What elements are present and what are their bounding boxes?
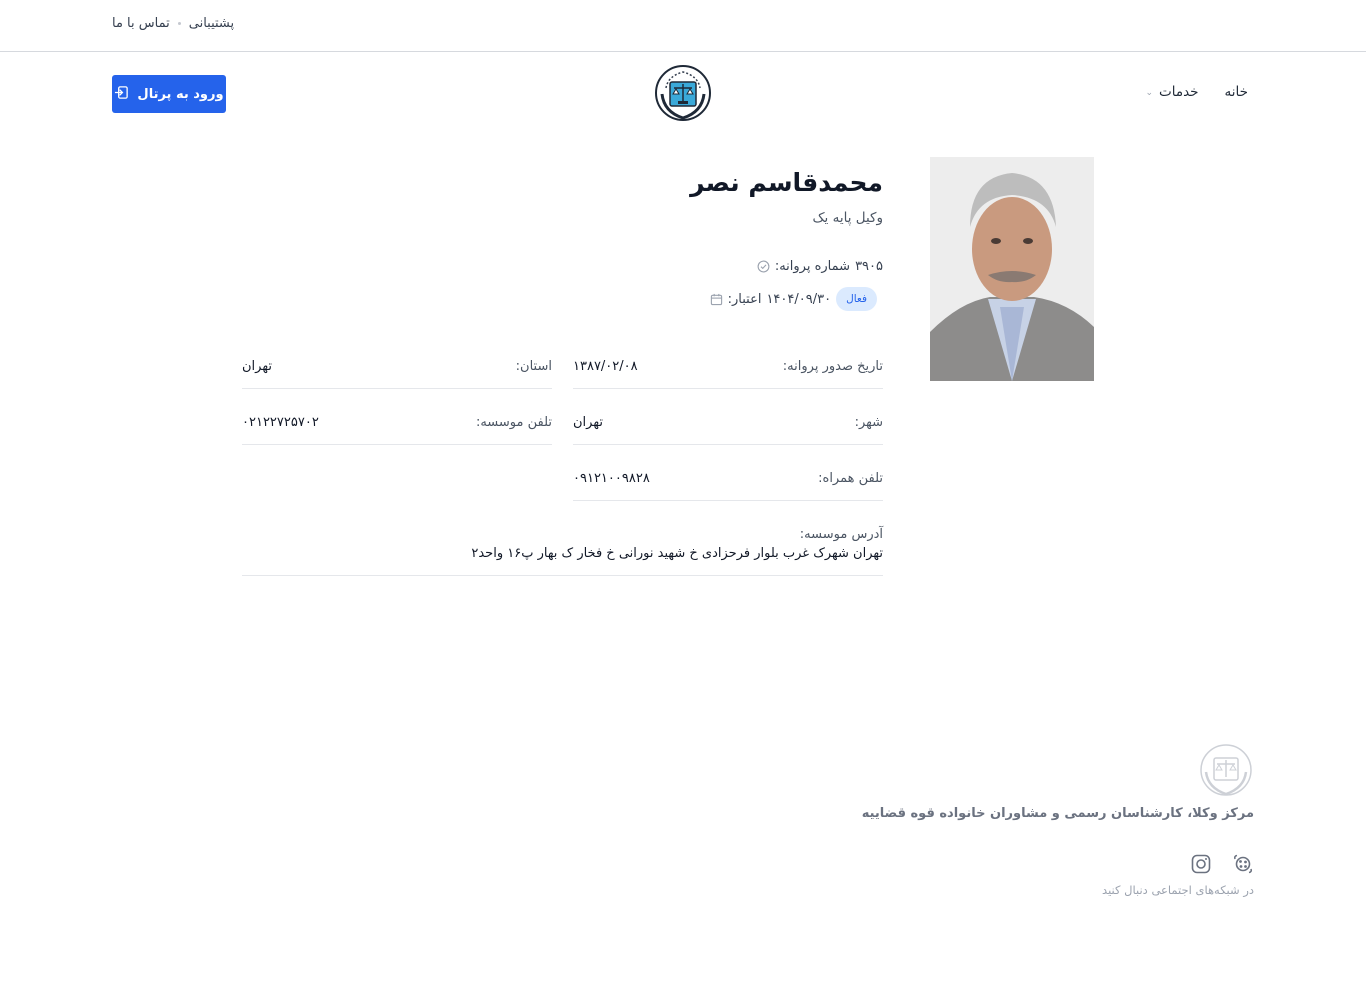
- footer-title: مرکز وکلا، کارشناسان رسمی و مشاوران خانواده قوه قضاییه: [861, 806, 1254, 821]
- support-link[interactable]: پشتیبانی: [188, 16, 235, 31]
- address-value: تهران شهرک غرب بلوار فرحزادی خ شهید نورانی خ فخار ک بهار پ۱۶ واحد۲: [471, 546, 883, 561]
- status-badge: فعال: [836, 287, 877, 311]
- validity-label: اعتبار:: [727, 291, 762, 307]
- city-value: تهران: [573, 415, 603, 430]
- nav-services-label: خدمات: [1159, 84, 1199, 100]
- nav-home-label: خانه: [1224, 84, 1248, 100]
- license-number: ۳۹۰۵: [855, 259, 883, 274]
- address-label: آدرس موسسه:: [799, 527, 883, 542]
- province-label: استان:: [515, 359, 552, 374]
- follow-text: در شبکه‌های اجتماعی دنبال کنید: [1102, 883, 1254, 897]
- field-address: [242, 527, 883, 576]
- portal-login-button[interactable]: [112, 75, 226, 113]
- validity-row: [710, 287, 883, 311]
- top-links: [112, 16, 234, 31]
- lawyer-photo: [930, 157, 1094, 381]
- separator-dot: [178, 22, 181, 25]
- portal-login-label: ورود به پرتال: [137, 86, 224, 102]
- license-row: [757, 259, 883, 274]
- mobile-label: تلفن همراه:: [818, 471, 883, 486]
- validity-date: ۱۴۰۴/۰۹/۳۰: [766, 291, 832, 307]
- field-issue-date: [573, 359, 883, 389]
- calendar-icon: [710, 293, 723, 306]
- mobile-value: ۰۹۱۲۱۰۰۹۸۲۸: [573, 471, 650, 486]
- license-label: شماره پروانه:: [774, 259, 851, 274]
- field-office-phone: [242, 415, 552, 445]
- judiciary-logo[interactable]: [654, 64, 712, 122]
- main-nav: [1145, 84, 1248, 100]
- aparat-icon[interactable]: [1232, 853, 1254, 875]
- nav-services[interactable]: [1145, 84, 1198, 100]
- top-bar: [0, 0, 1366, 52]
- field-city: [573, 415, 883, 445]
- chevron-down-icon: ⌄: [1145, 88, 1154, 98]
- field-province: [242, 359, 552, 389]
- city-label: شهر:: [854, 415, 883, 430]
- province-value: تهران: [242, 359, 272, 374]
- contact-link[interactable]: تماس با ما: [112, 16, 170, 31]
- lawyer-rank: وکیل پایه یک: [812, 210, 883, 226]
- social-links: [1190, 853, 1254, 875]
- lawyer-name: محمدقاسم نصر: [690, 168, 883, 197]
- footer-logo: [1198, 742, 1254, 798]
- issue-date-value: ۱۳۸۷/۰۲/۰۸: [573, 359, 638, 374]
- login-arrow-icon: [114, 85, 129, 104]
- field-mobile: [573, 471, 883, 501]
- office-phone-label: تلفن موسسه:: [475, 415, 552, 430]
- check-circle-icon: [757, 260, 770, 273]
- office-phone-value: ۰۲۱۲۲۷۲۵۷۰۲: [242, 415, 319, 430]
- issue-date-label: تاریخ صدور پروانه:: [782, 359, 883, 374]
- instagram-icon[interactable]: [1190, 853, 1212, 875]
- nav-home[interactable]: [1225, 84, 1248, 100]
